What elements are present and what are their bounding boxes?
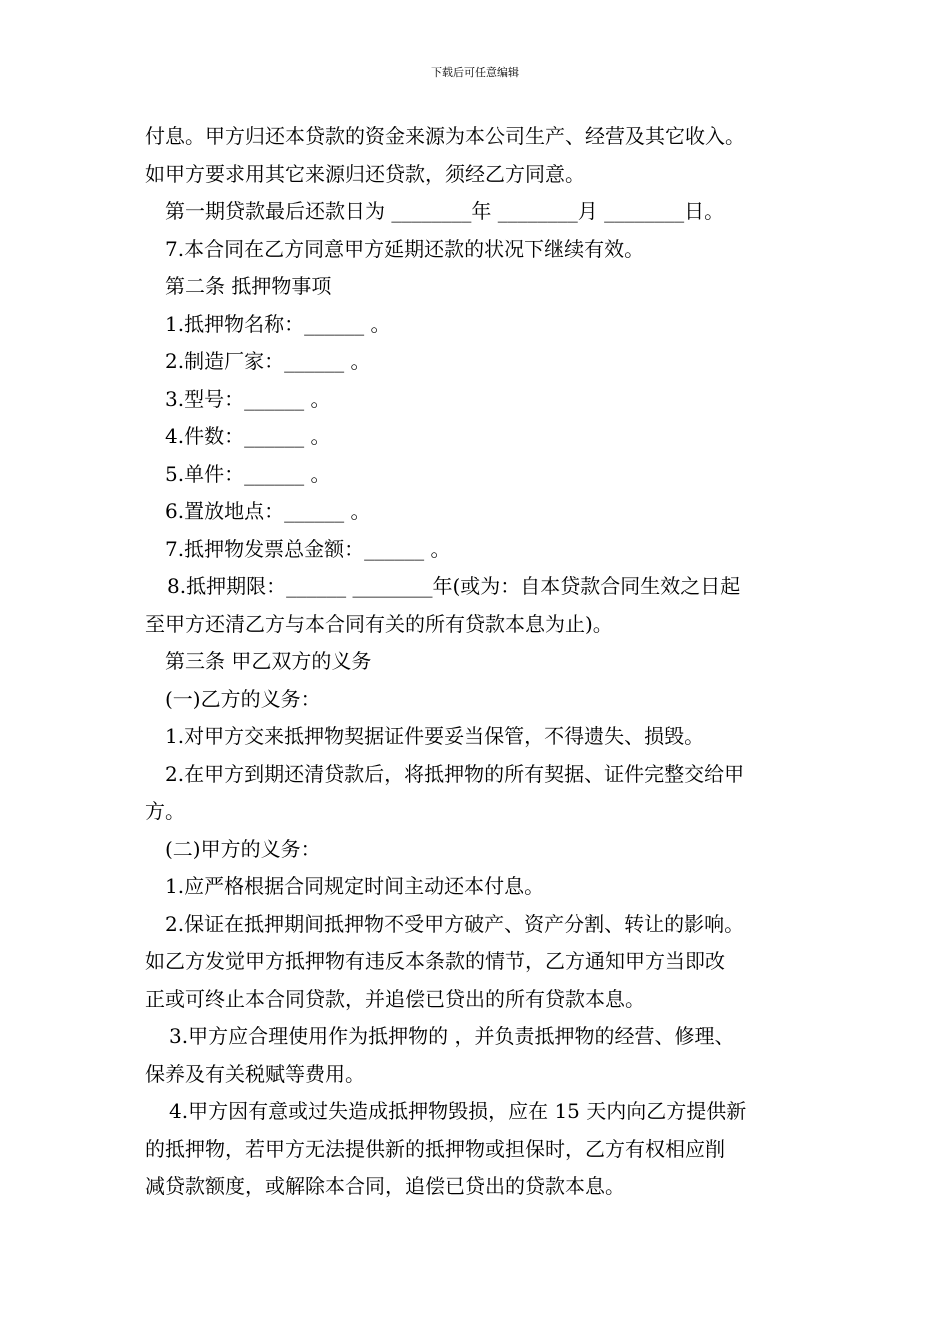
text-line: 如乙方发觉甲方抵押物有违反本条款的情节，乙方通知甲方当即改	[145, 949, 725, 973]
text-line: 如甲方要求用其它来源归还贷款，须经乙方同意。	[145, 161, 585, 186]
text-line: 1.抵押物名称：______ 。	[165, 311, 391, 336]
text-line: 7.本合同在乙方同意甲方延期还款的状况下继续有效。	[165, 236, 645, 261]
text-line: 4.甲方因有意或过失造成抵押物毁损，应在 15 天内向乙方提供新	[169, 1099, 747, 1123]
text-line: 的抵押物，若甲方无法提供新的抵押物或担保时，乙方有权相应削	[145, 1136, 725, 1161]
document-body	[145, 118, 815, 1206]
text-line: 2.保证在抵押期间抵押物不受甲方破产、资产分割、转让的影响。	[165, 911, 745, 936]
text-line: 第一期贷款最后还款日为 ________年 ________月 ________日。	[165, 199, 725, 223]
text-line: 8.抵押期限：______ ________年(或为：自本贷款合同生效之日起	[167, 574, 741, 598]
text-line: 1.应严格根据合同规定时间主动还本付息。	[165, 874, 545, 898]
text-line: 付息。甲方归还本贷款的资金来源为本公司生产、经营及其它收入。	[145, 124, 745, 148]
text-line: 2.在甲方到期还清贷款后，将抵押物的所有契据、证件完整交给甲	[165, 761, 745, 786]
text-line: 方。	[145, 799, 185, 823]
text-line: 6.置放地点：______ 。	[165, 499, 371, 523]
text-line: 3.甲方应合理使用作为抵押物的 ，并负责抵押物的经营、修理、	[169, 1024, 735, 1048]
text-line: 正或可终止本合同贷款，并追偿已贷出的所有贷款本息。	[145, 986, 645, 1011]
text-line: 2.制造厂家：______ 。	[165, 349, 371, 373]
text-line: 3.型号：______ 。	[165, 386, 331, 411]
page-header: 下载后可任意编辑	[431, 66, 519, 79]
subsection-heading: (一)乙方的义务：	[165, 686, 321, 711]
section-heading: 第二条 抵押物事项	[165, 274, 332, 298]
text-line: 减贷款额度，或解除本合同，追偿已贷出的贷款本息。	[145, 1174, 625, 1198]
section-heading: 第三条 甲乙双方的义务	[165, 649, 372, 673]
text-line: 7.抵押物发票总金额：______ 。	[165, 536, 451, 561]
text-line: 5.单件：______ 。	[165, 461, 331, 486]
text-line: 1.对甲方交来抵押物契据证件要妥当保管，不得遗失、损毁。	[165, 724, 705, 748]
text-line: 4.件数：______ 。	[165, 424, 331, 448]
text-line: 保养及有关税赋等费用。	[145, 1061, 365, 1086]
subsection-heading: (二)甲方的义务：	[165, 836, 321, 861]
text-line: 至甲方还清乙方与本合同有关的所有贷款本息为止)。	[145, 611, 613, 636]
